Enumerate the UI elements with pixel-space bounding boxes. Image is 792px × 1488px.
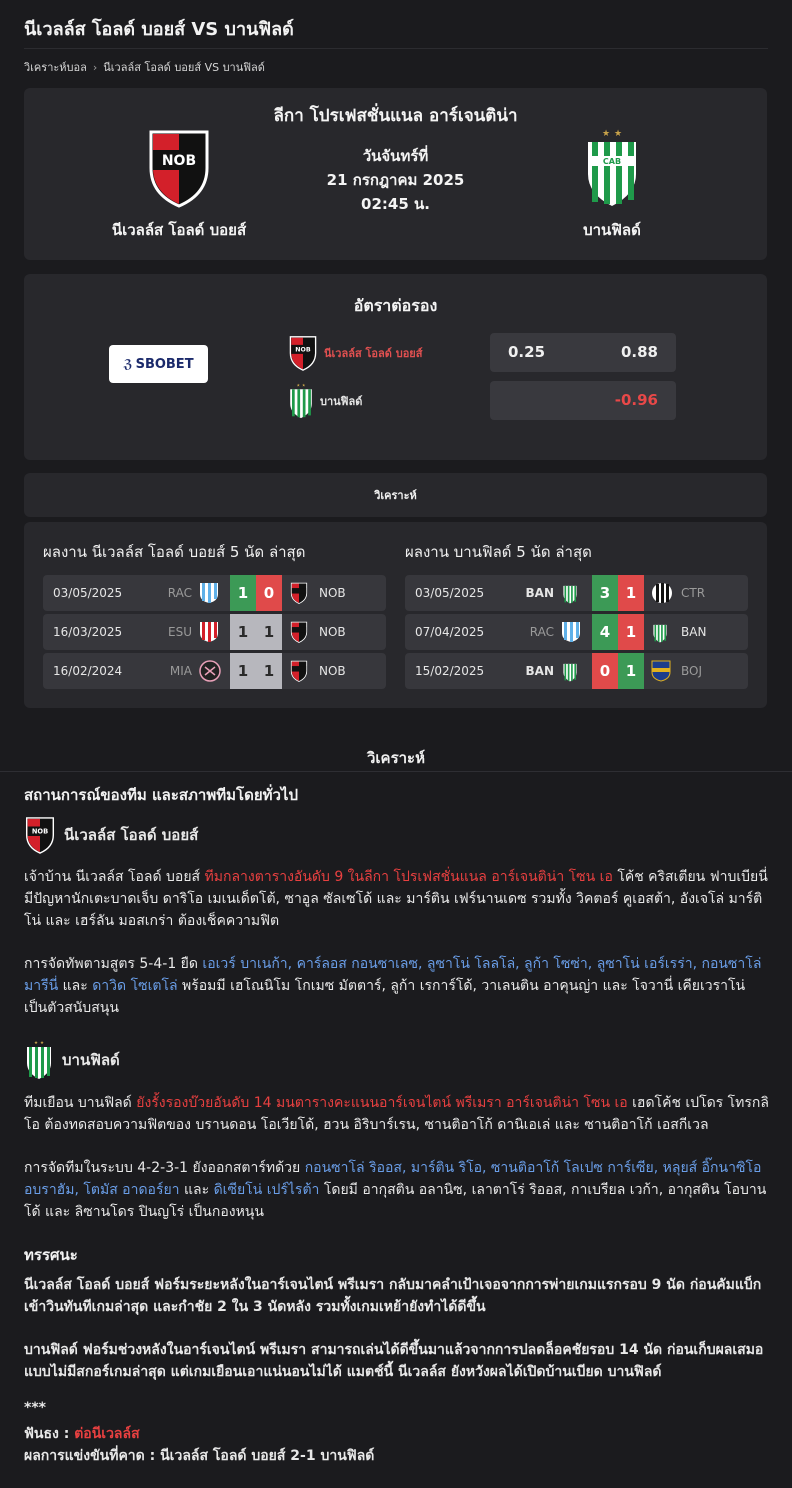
odds-title: อัตราต่อรอง [353, 296, 438, 315]
form-score-home: 1 [230, 575, 256, 611]
form-away-code: BOJ [681, 664, 703, 678]
banfield-crest-icon [584, 128, 640, 208]
breadcrumb-link-analysis[interactable]: วิเคราะห์บอล [24, 61, 87, 74]
odds-handicap: 0.25 [508, 343, 546, 361]
home-lineup-link[interactable]: ดาวิด โซเตโล่ [92, 978, 178, 994]
section-title: สถานการณ์ของทีม และสภาพทีมโดยทั่วไป [24, 786, 298, 804]
form-row[interactable] [43, 653, 386, 689]
prediction-value: นีเวลล์ส โอลด์ บอยส์ 2-1 บานฟิลด์ [160, 1448, 375, 1464]
form-row[interactable] [405, 653, 748, 689]
banfield-crest-icon [288, 383, 314, 419]
sbobet-mark-icon: ℨ [123, 357, 133, 371]
home-team-block[interactable] [79, 128, 279, 242]
form-row[interactable] [405, 614, 748, 650]
form-home-code: RAC [167, 586, 192, 600]
away-paragraph-2: การจัดทีมในระบบ 4-2-3-1 ยังออกสตาร์ทด้วย กอนซาโล่ ริออส, มาร์ติน ริโอ, ซานติอาโก้ โลเปซ การ์เซีย, หลุยส์ อิ๊กนาซิโอ อบราฮัม, โตมัส อาดอร์ยา และ ดิเซียโน่ เปร์ไรต้า โดยมี อากุสติน อลานิซ, เลาตาโร่ ริออส, กาเบรียล เวก้า, อากุสติน โอบานโด้ และ ลิซานโดร ปินญโร่ เป็นกองหนุน [24, 1160, 767, 1220]
form-score-home: 1 [230, 653, 256, 689]
breadcrumb-current: นีเวลล์ส โอลด์ บอยส์ VS บานฟิลด์ [103, 61, 265, 74]
home-team-name: นีเวลล์ส โอลด์ บอยส์ [111, 221, 247, 239]
home-form-column [43, 540, 386, 692]
svg-text:★: ★ [296, 383, 301, 388]
tab-analysis[interactable] [24, 473, 767, 517]
odds-team-home: นีเวลล์ส โอลด์ บอยส์ [324, 347, 423, 360]
form-score-home: 3 [592, 575, 618, 611]
form-row[interactable] [43, 614, 386, 650]
form-score-away: 0 [256, 575, 282, 611]
opinion-paragraph-2: บานฟิลด์ ฟอร์มช่วงหลังในอาร์เจนไตน์ พรีเมรา สามารถเล่นได้ดีขึ้นมาแล้วจากการปลดล็อคชัยรอบ 14 นัด ก่อนเก็บผลเสมอแบบไม่มีสกอร์เกมล่าสุด แต่เกมเยือนเอาแน่นอนไม่ได้ แมตช์นี้ นีเวลล์ส ยังหวังผลได้เปิดบ้านเบียด บานฟิลด์ [24, 1342, 764, 1380]
pick-line: ฟันธง : ต่อนีเวลล์ส [24, 1426, 140, 1442]
svg-text:★: ★ [301, 383, 306, 388]
odds-box-away[interactable] [490, 381, 676, 420]
match-time: 02:45 น. [361, 195, 430, 213]
form-away-code: CTR [681, 586, 706, 600]
form-date: 03/05/2025 [53, 586, 123, 600]
form-score-away: 1 [618, 575, 644, 611]
match-day: วันจันทร์ที่ [362, 147, 429, 165]
svg-text:NOB: NOB [295, 346, 311, 354]
opinion-paragraph-1: นีเวลล์ส โอลด์ บอยส์ ฟอร์มระยะหลังในอาร์เจนไตน์ พรีเมรา กลับมาคลำเป้าเจอจากการพ่ายเกมแรกรอบ 9 นัด ก่อนคัมแบ็กเข้าวินทันทีเกมล่าสุด และกำชัย 2 ใน 3 นัดหลัง รวมทั้งเกมเหย้ายังทำได้ดีขึ้น [24, 1277, 762, 1315]
breadcrumb [24, 58, 265, 76]
home-lineup-link[interactable]: เอเวร์ บาเนก้า, คาร์ลอส กอนซาเลซ, ลูซาโน่ โลลโล่, ลูก้า โซซ่า, ลูซาโน่ เอร์เรร่า, กอนซาโล่ มารีนี่ [24, 956, 762, 994]
away-rank-highlight: ยังรั้งรองบ๊วยอันดับ 14 มนตารางคะแนนอาร์เจนไตน์ พรีเมรา อาร์เจนติน่า โซน เอ [136, 1095, 628, 1111]
svg-text:★: ★ [39, 1041, 45, 1046]
form-score-away: 1 [618, 653, 644, 689]
nob-crest-icon [289, 660, 309, 682]
home-rank-highlight: ทีมกลางตารางอันดับ 9 ในลีกา โปรเฟสชั่นแนล อาร์เจนติน่า โซน เอ [204, 869, 613, 885]
nob-crest-icon [289, 582, 309, 604]
section-divider [0, 771, 792, 772]
form-date: 16/02/2024 [53, 664, 123, 678]
nob-crest-icon [147, 128, 211, 208]
form-home-code: MIA [169, 664, 192, 678]
page-title: นีเวลล์ส โอลด์ บอยส์ VS บานฟิลด์ [24, 19, 294, 40]
form-away-code: NOB [319, 664, 346, 678]
away-team-block[interactable] [512, 128, 712, 242]
banfield-crest-icon [561, 582, 579, 604]
banfield-crest-icon [24, 1040, 54, 1080]
title-divider [24, 48, 768, 49]
estudiantes-crest-icon [199, 621, 219, 643]
home-team-label: นีเวลล์ส โอลด์ บอยส์ [64, 826, 199, 844]
form-score-away: 1 [618, 614, 644, 650]
svg-text:★: ★ [601, 129, 611, 139]
form-date: 07/04/2025 [415, 625, 485, 639]
svg-text:★: ★ [613, 129, 623, 139]
form-home-code: ESU [168, 625, 192, 639]
chevron-right-icon: › [92, 60, 98, 74]
analysis-article [24, 784, 772, 1467]
form-home-code: BAN [525, 586, 554, 600]
away-form-heading: ผลงาน บานฟิลด์ 5 นัด ล่าสุด [405, 543, 592, 561]
home-team-heading [24, 816, 772, 854]
tab-analysis-label: วิเคราะห์ [374, 489, 417, 502]
svg-text:NOB: NOB [31, 827, 49, 836]
league-name: ลีกา โปรเฟสชั่นแนล อาร์เจนติน่า [273, 106, 518, 126]
form-away-code: NOB [319, 625, 346, 639]
form-score-home: 0 [592, 653, 618, 689]
form-date: 15/02/2025 [415, 664, 485, 678]
opinion-title: ทรรศนะ [24, 1246, 78, 1264]
odds-price-away: -0.96 [614, 391, 658, 409]
form-date: 16/03/2025 [53, 625, 123, 639]
form-away-code: BAN [681, 625, 707, 639]
form-score-away: 1 [256, 653, 282, 689]
form-score-home: 4 [592, 614, 618, 650]
away-team-heading [24, 1040, 772, 1080]
prediction-line: ผลการแข่งขันที่คาด : นีเวลล์ส โอลด์ บอยส์ 2-1 บานฟิลด์ [24, 1448, 375, 1464]
match-date: 21 กรกฎาคม 2025 [326, 171, 465, 189]
bookmaker-name: SBOBET [135, 356, 194, 372]
analysis-heading: วิเคราะห์ [366, 749, 425, 767]
match-card [24, 88, 767, 260]
recent-form-card [24, 522, 767, 708]
nob-crest-icon [288, 335, 318, 371]
inter-miami-crest-icon [199, 660, 221, 682]
sbobet-logo[interactable] [109, 345, 208, 383]
banfield-crest-icon [561, 660, 579, 682]
home-paragraph-1: เจ้าบ้าน นีเวลล์ส โอลด์ บอยส์ ทีมกลางตารางอันดับ 9 ในลีกา โปรเฟสชั่นแนล อาร์เจนติน่า โซน เอ โค้ช คริสเตียน ฟาบเบียนี่ มีปัญหานักเตะบาดเจ็บ ดาริโอ เมเนเด็ตโต้, ซาอูล ซัลเซโด้ และ มาร์ติน เฟร์นานเดซ รวมทั้ง วิคตอร์ คูเอสต้า, อังเจโล่ มาร์ติโน่ และ เฮร์ลัน มอสเกร่า ต้องเช็คความฟิต [24, 869, 768, 929]
form-date: 03/05/2025 [415, 586, 485, 600]
match-datetime [294, 144, 497, 216]
svg-text:★: ★ [33, 1041, 39, 1046]
away-form-column [405, 540, 748, 692]
away-team-name: บานฟิลด์ [583, 221, 641, 239]
away-lineup-link[interactable]: ดิเซียโน่ เปร์ไรต้า [213, 1182, 320, 1198]
nob-crest-icon [289, 621, 309, 643]
form-home-code: RAC [529, 625, 554, 639]
nob-crest-icon [24, 816, 56, 854]
home-paragraph-2: การจัดทัพตามสูตร 5-4-1 ยืด เอเวร์ บาเนก้า, คาร์ลอส กอนซาเลซ, ลูซาโน่ โลลโล่, ลูก้า โซซ่า, ลูซาโน่ เอร์เรร่า, กอนซาโล่ มารีนี่ และ ดาวิด โซเตโล่ พร้อมมี เฮโณนิโม โกเมซ มัตตาร์, ลูก้า เรการ์โด้, วาเลนติน อาคุนญ่า และ โจวานี่ เคียเวราโน่ เป็นตัวสนับสนุน [24, 956, 762, 1016]
odds-row-away [288, 383, 362, 419]
odds-row-home [288, 335, 422, 371]
form-score-home: 1 [230, 614, 256, 650]
odds-card [24, 274, 767, 460]
odds-price-home: 0.88 [620, 343, 658, 361]
away-paragraph-1: ทีมเยือน บานฟิลด์ ยังรั้งรองบ๊วยอันดับ 14 มนตารางคะแนนอาร์เจนไตน์ พรีเมรา อาร์เจนติน่า โซน เอ เฮดโค้ช เปโดร โทรกลิโอ ต้องทดสอบความฟิตของ บรานดอน โอเวียโด้, ฮวน อิริบาร์เรน, ซานติอาโก้ ดานิเอเล่ และ ซานติอาโก้ เอสกีเวล [24, 1095, 769, 1133]
form-away-code: NOB [319, 586, 346, 600]
home-form-heading: ผลงาน นีเวลล์ส โอลด์ บอยส์ 5 นัด ล่าสุด [43, 543, 306, 561]
racing-crest-icon [199, 582, 219, 604]
away-logo-text: CAB [602, 157, 622, 166]
pick-value: ต่อนีเวลล์ส [74, 1426, 140, 1442]
form-row[interactable] [43, 575, 386, 611]
odds-team-away: บานฟิลด์ [320, 395, 363, 408]
form-row[interactable] [405, 575, 748, 611]
boca-juniors-crest-icon [651, 660, 671, 682]
home-logo-text: NOB [161, 153, 197, 169]
odds-box-home[interactable] [490, 333, 676, 372]
separator-stars: *** [24, 1400, 46, 1416]
away-lineup-link[interactable]: กอนซาโล่ ริออส, มาร์ติน ริโอ, ซานติอาโก้ โลเปซ การ์เซีย, หลุยส์ อิ๊กนาซิโอ อบราฮัม, โตมัส อาดอร์ยา [24, 1160, 762, 1198]
central-cordoba-crest-icon [651, 582, 673, 604]
banfield-crest-icon [651, 621, 669, 643]
away-team-label: บานฟิลด์ [62, 1051, 120, 1069]
form-home-code: BAN [525, 664, 554, 678]
form-score-away: 1 [256, 614, 282, 650]
racing-crest-icon [561, 621, 581, 643]
